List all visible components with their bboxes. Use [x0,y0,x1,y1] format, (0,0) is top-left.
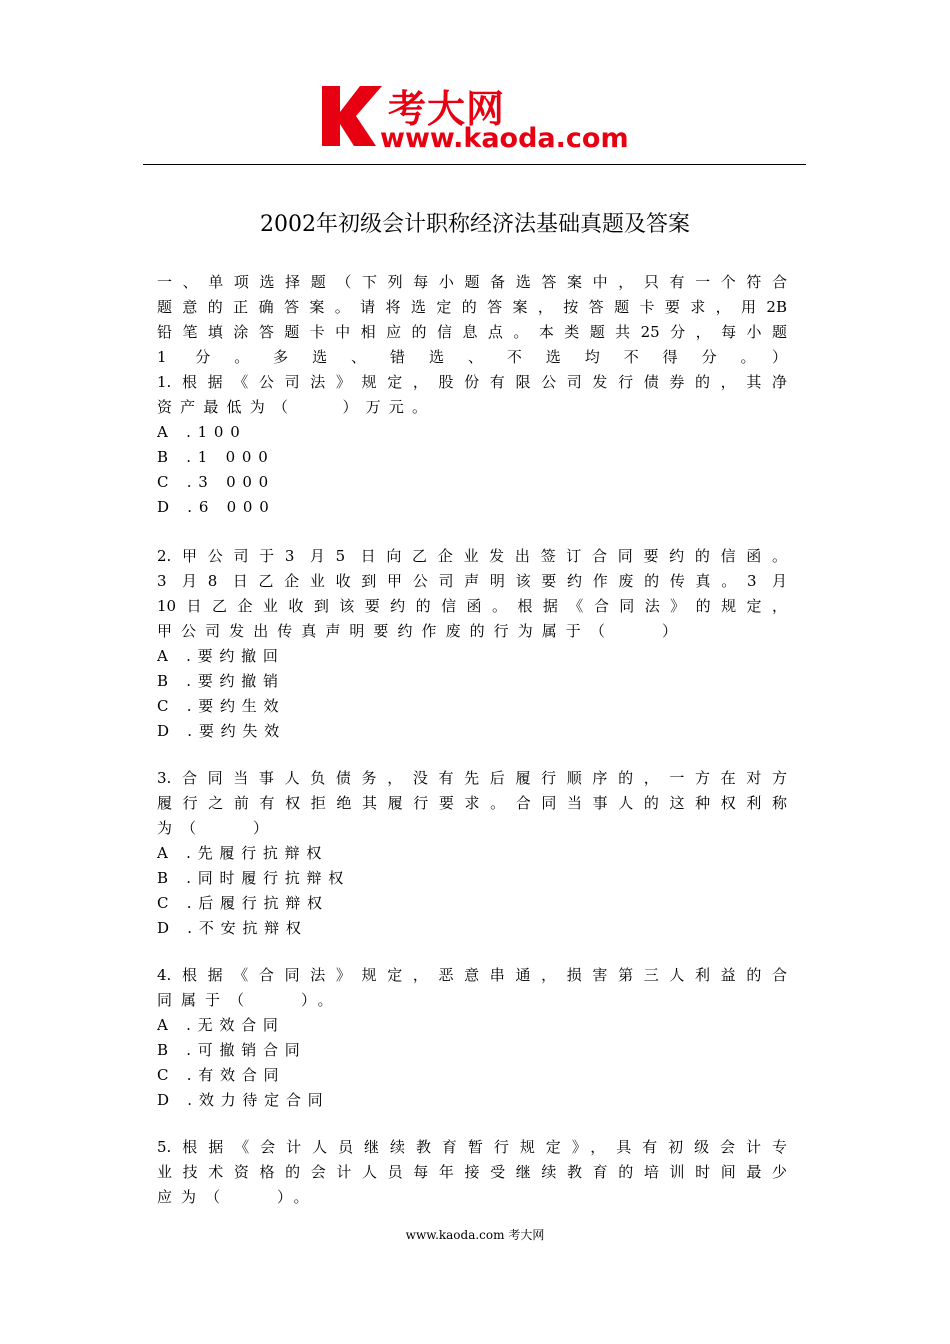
q4-text: 4.根据《合同法》规定，恶意串通，损害第三人利益的合 [157,966,787,984]
q5-text: 5.根据《会计人员继续教育暂行规定》，具有初级会计专 [157,1138,787,1156]
q1-option-a: A .100 [157,423,247,441]
q1-option-b: B .1 000 [157,448,275,466]
page-footer: www.kaoda.com 考大网 [405,1228,545,1242]
document-title: 2002年初级会计职称经济法基础真题及答案 [260,212,690,237]
intro-line: 一、单项选择题（下列每小题备选答案中，只有一个符合 [157,273,787,291]
q4-option-b: B .可撤销合同 [157,1041,307,1059]
q1-text: 资产最低为（ ）万元。 [157,398,427,416]
q1-text: 1.根据《公司法》规定，股份有限公司发行债券的，其净 [157,373,787,391]
q3-option-d: D .不安抗辩权 [157,919,308,937]
q3-text: 履行之前有权拒绝其履行要求。合同当事人的这种权利称 [157,794,787,812]
q5-text: 业技术资格的会计人员每年接受继续教育的培训时间最少 [157,1163,787,1181]
q3-text: 为（ ） [157,819,278,837]
header-divider [143,164,806,165]
intro-line: 题意的正确答案。请将选定的答案，按答题卡要求，用2B [157,298,787,316]
logo-chinese-name: 考大网 [388,87,506,131]
q2-text: 2.甲公司于3 月5 日向乙企业发出签订合同要约的信函。 [157,547,787,565]
q3-option-a: A .先履行抗辩权 [157,844,329,862]
q4-option-c: C .有效合同 [157,1066,286,1084]
q2-option-d: D .要约失效 [157,722,286,740]
q4-text: 同属于（ ）。 [157,991,342,1009]
q3-option-b: B .同时履行抗辩权 [157,869,351,887]
intro-line: 铅笔填涂答题卡中相应的信息点。本类题共25分，每小题 [157,323,787,341]
q4-option-d: D .效力待定合同 [157,1091,330,1109]
q1-option-d: D .6 000 [157,498,276,516]
q2-text: 3 月8 日乙企业收到甲公司声明该要约作废的传真。3 月 [157,572,787,590]
q2-option-a: A .要约撤回 [157,647,285,665]
q4-option-a: A .无效合同 [157,1016,285,1034]
q3-text: 3.合同当事人负债务，没有先后履行顺序的，一方在对方 [157,769,787,787]
k-logo-icon [318,82,388,148]
kaoda-logo [318,80,638,158]
q2-text: 甲公司发出传真声明要约作废的行为属于（ ） [157,622,677,640]
q2-option-b: B .要约撤销 [157,672,285,690]
q2-text: 10日乙企业收到该要约的信函。根据《合同法》的规定， [157,597,787,615]
logo-url: www.kaoda.com [380,123,629,154]
q5-text: 应为（ ）。 [157,1188,318,1206]
q2-option-c: C .要约生效 [157,697,286,715]
q1-option-c: C .3 000 [157,473,275,491]
q3-option-c: C .后履行抗辩权 [157,894,329,912]
intro-line-last: 1 分。多选、错选、不选均不得分。） [157,348,787,366]
